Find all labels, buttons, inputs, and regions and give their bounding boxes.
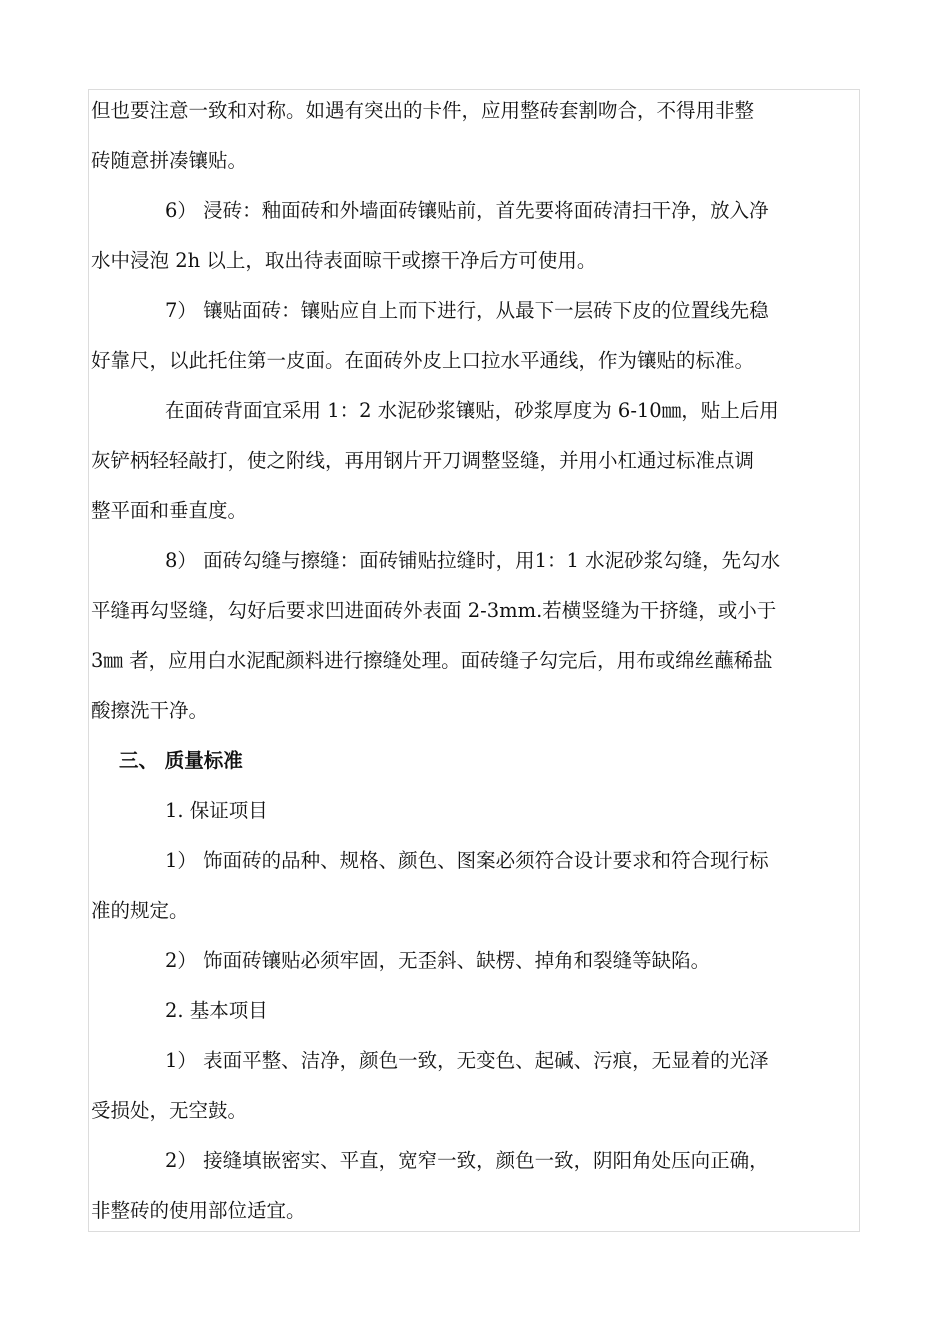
text-line: 灰铲柄轻轻敲打，使之附线，再用钢片开刀调整竖缝，并用小杠通过标准点调 — [91, 449, 755, 472]
text-line: 7） 镶贴面砖：镶贴应自上而下进行，从最下一层砖下皮的位置线先稳 — [165, 299, 769, 322]
text-line: 准的规定。 — [91, 899, 189, 922]
paragraph-item-7 — [91, 286, 859, 386]
paragraph-guarantee-2 — [91, 936, 859, 986]
text-line: 6） 浸砖：釉面砖和外墙面砖镶贴前，首先要将面砖清扫干净，放入净 — [165, 199, 769, 222]
paragraph-basic-1 — [91, 1036, 859, 1136]
text-line: 砖随意拼凑镶贴。 — [91, 149, 248, 172]
section-heading-quality-standard — [91, 736, 859, 786]
text-line: 整平面和垂直度。 — [91, 499, 248, 522]
subheading-guarantee-items — [91, 786, 859, 836]
text-line: 酸擦洗干净。 — [91, 699, 209, 722]
paragraph-mortar — [91, 386, 859, 536]
text-line: 非整砖的使用部位适宜。 — [91, 1199, 306, 1222]
paragraph-guarantee-1 — [91, 836, 859, 936]
paragraph-basic-2 — [91, 1136, 859, 1236]
text-line: 1. 保证项目 — [165, 799, 268, 822]
text-line: 3㎜ 者，应用白水泥配颜料进行擦缝处理。面砖缝子勾完后，用布或绵丝蘸稀盐 — [91, 649, 773, 672]
paragraph-continuation — [91, 86, 859, 186]
paragraph-item-6 — [91, 186, 859, 286]
text-line: 1） 饰面砖的品种、规格、颜色、图案必须符合设计要求和符合现行标 — [165, 849, 769, 872]
text-line: 受损处，无空鼓。 — [91, 1099, 248, 1122]
text-line: 2） 接缝填嵌密实、平直，宽窄一致，颜色一致，阴阳角处压向正确， — [165, 1149, 769, 1172]
subheading-basic-items — [91, 986, 859, 1036]
text-line: 在面砖背面宜采用 1：2 水泥砂浆镶贴，砂浆厚度为 6-10㎜，贴上后用 — [165, 399, 779, 422]
paragraph-item-8 — [91, 536, 859, 736]
text-line: 但也要注意一致和对称。如遇有突出的卡件，应用整砖套割吻合，不得用非整 — [91, 99, 755, 122]
text-line: 平缝再勾竖缝，勾好后要求凹进面砖外表面 2-3mm.若横竖缝为干挤缝，或小于 — [91, 599, 777, 622]
text-line: 8） 面砖勾缝与擦缝：面砖铺贴拉缝时，用1：1 水泥砂浆勾缝，先勾水 — [165, 549, 781, 572]
text-line: 1） 表面平整、洁净，颜色一致，无变色、起碱、污痕，无显着的光泽 — [165, 1049, 769, 1072]
heading-text: 三、 质量标准 — [119, 749, 243, 772]
text-line: 2. 基本项目 — [165, 999, 268, 1022]
text-line: 水中浸泡 2h 以上，取出待表面晾干或擦干净后方可使用。 — [91, 249, 597, 272]
document-body — [91, 86, 859, 1236]
text-line: 好靠尺，以此托住第一皮面。在面砖外皮上口拉水平通线，作为镶贴的标准。 — [91, 349, 755, 372]
text-line: 2） 饰面砖镶贴必须牢固，无歪斜、缺楞、掉角和裂缝等缺陷。 — [165, 949, 711, 972]
